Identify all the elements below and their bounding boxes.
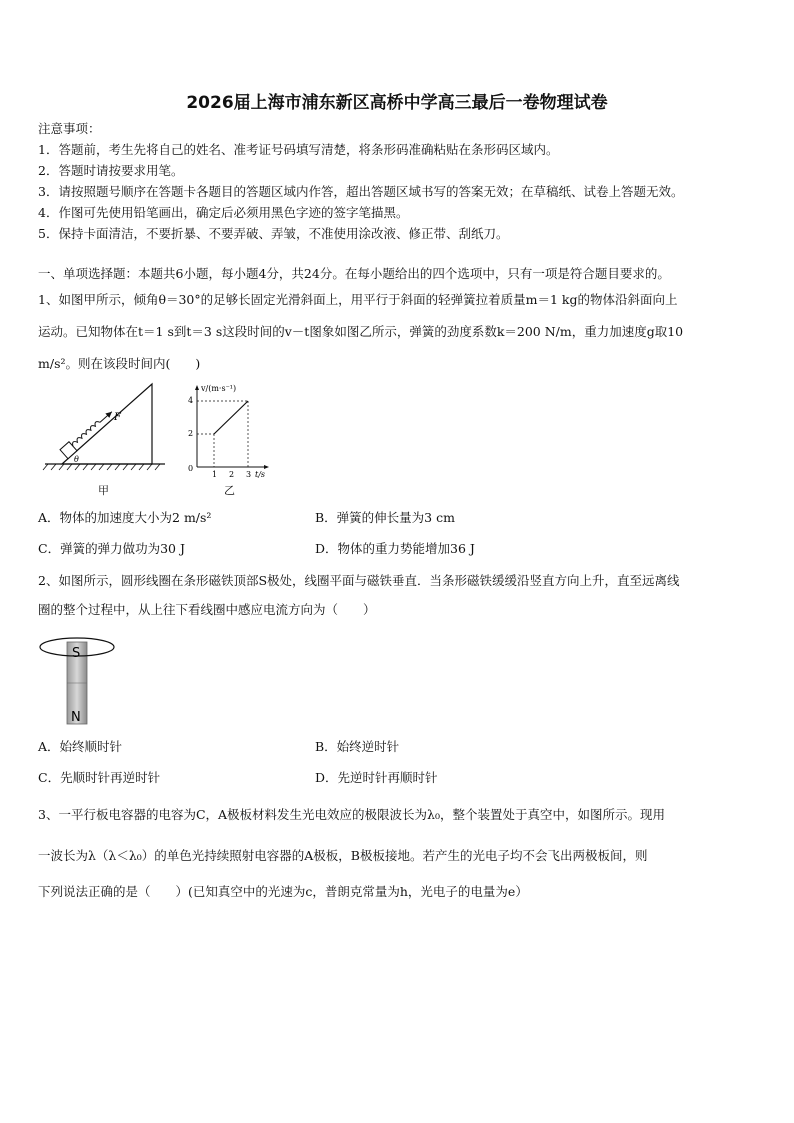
vt-series-line <box>214 401 248 434</box>
notice-item-4: 4．作图可先使用铅笔画出，确定后必须用黑色字迹的签字笔描黑。 <box>38 205 409 220</box>
vt-graph <box>185 381 275 481</box>
angle-label: θ <box>74 455 79 464</box>
t-axis-label: t/s <box>255 470 266 479</box>
q1-line-3: m/s²。则在该段时间内( ) <box>38 356 201 371</box>
q1-option-b: B．弹簧的伸长量为3 cm <box>315 510 455 525</box>
q1-option-d: D．物体的重力势能增加36 J <box>315 541 475 556</box>
notice-item-1: 1．答题前，考生先将自己的姓名、准考证号码填写清楚，将条形码准确粘贴在条形码区域内。 <box>38 142 559 157</box>
magnet-figure <box>36 634 126 728</box>
q3-line-1: 3、一平行板电容器的电容为C，A极板材料发生光电效应的极限波长为λ₀，整个装置处于真空中，如图所示。现用 <box>38 807 665 822</box>
notice-item-5: 5．保持卡面清洁，不要折暴、不要弄破、弄皱，不准使用涂改液、修正带、刮纸刀。 <box>38 226 509 241</box>
force-label: F <box>114 412 121 423</box>
notice-item-3: 3．请按照题号顺序在答题卡各题目的答题区域内作答，超出答题区域书写的答案无效；在草稿纸、试卷上答题无效。 <box>38 184 684 199</box>
q3-line-3: 下列说法正确的是（ ）(已知真空中的光速为c，普朗克常量为h，光电子的电量为e） <box>38 884 528 899</box>
notice-heading: 注意事项： <box>38 121 101 136</box>
q1-line-2: 运动。已知物体在t＝1 s到t＝3 s这段时间的v－t图象如图乙所示，弹簧的劲度系数k＝200 N/m，重力加速度g取10 <box>38 324 684 339</box>
figure-jia-caption: 甲 <box>98 484 109 497</box>
tick-y-4: 4 <box>188 396 194 405</box>
q2-option-d: D．先逆时针再顺时针 <box>315 770 438 785</box>
q1-line-1: 1、如图甲所示，倾角θ＝30°的足够长固定光滑斜面上，用平行于斜面的轻弹簧拉着质量m＝1 kg的物体沿斜面向上 <box>38 292 678 307</box>
magnet-s-label: S <box>72 646 81 661</box>
v-axis-label: v/(m·s⁻¹) <box>201 384 237 393</box>
tick-y-0: 0 <box>188 464 194 473</box>
tick-x-3: 3 <box>246 470 252 479</box>
tick-x-2: 2 <box>229 470 235 479</box>
tick-y-2: 2 <box>188 429 194 438</box>
q3-line-2: 一波长为λ（λ＜λ₀）的单色光持续照射电容器的A极板，B极板接地。若产生的光电子均不会飞出两极板间，则 <box>38 848 648 863</box>
q2-option-a: A．始终顺时针 <box>38 739 123 754</box>
tick-x-1: 1 <box>212 470 218 479</box>
magnet-n-label: N <box>71 710 81 725</box>
q1-option-c: C．弹簧的弹力做功为30 J <box>38 541 185 556</box>
q2-line-1: 2、如图所示，圆形线圈在条形磁铁顶部S极处，线圈平面与磁铁垂直．当条形磁铁缓缓沿竖直方向上升，直至远离线 <box>38 573 680 588</box>
figure-yi-caption: 乙 <box>224 484 235 497</box>
incline-figure <box>40 378 170 478</box>
q1-option-a: A．物体的加速度大小为2 m/s² <box>38 510 212 525</box>
q2-option-c: C．先顺时针再逆时针 <box>38 770 161 785</box>
section-heading: 一、单项选择题：本题共6小题，每小题4分，共24分。在每小题给出的四个选项中，只有一项是符合题目要求的。 <box>38 266 670 281</box>
page-title: 2026届上海市浦东新区高桥中学高三最后一卷物理试卷 <box>186 93 608 113</box>
q2-option-b: B．始终逆时针 <box>315 739 400 754</box>
q2-line-2: 圈的整个过程中，从上往下看线圈中感应电流方向为（ ） <box>38 602 376 617</box>
notice-item-2: 2．答题时请按要求用笔。 <box>38 163 184 178</box>
